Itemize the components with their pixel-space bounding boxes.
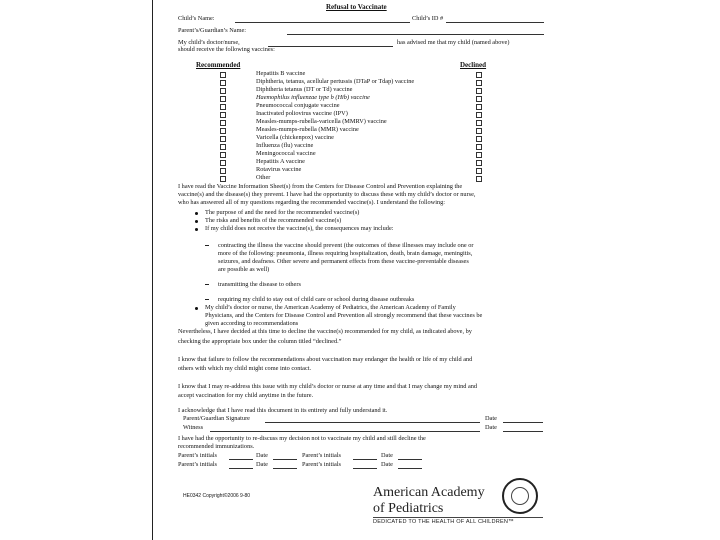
recommended-checkbox[interactable] — [220, 72, 226, 78]
recommended-checkbox[interactable] — [220, 96, 226, 102]
recommended-checkbox[interactable] — [220, 168, 226, 174]
bullet-consequences: If my child does not receive the vaccine(s), the consequences may include: — [205, 225, 394, 232]
guardian-name-label: Parent’s/Guardian’s Name: — [178, 27, 247, 34]
initials-date-label: Date — [381, 452, 393, 459]
bullet-purpose: The purpose of and the need for the recommended vaccine(s) — [205, 209, 360, 216]
declined-checkbox[interactable] — [476, 136, 482, 142]
vaccine-name: Diphtheria tetanus (DT or Td) vaccine — [256, 86, 353, 93]
organization-name-line1: American Academy — [373, 485, 485, 500]
organization-tagline: DEDICATED TO THE HEALTH OF ALL CHILDREN™ — [373, 519, 514, 525]
declined-checkbox[interactable] — [476, 96, 482, 102]
initials-date-label: Date — [256, 461, 268, 468]
declined-checkbox[interactable] — [476, 112, 482, 118]
vaccine-name: Haemophilus influenzae type b (Hib) vaccine — [256, 94, 370, 101]
guardian-signature-label: Parent/Guardian Signature — [183, 415, 250, 422]
recommended-checkbox[interactable] — [220, 128, 226, 134]
recommended-checkbox[interactable] — [220, 152, 226, 158]
bullet-icon — [195, 220, 198, 223]
guardian-name-field[interactable] — [287, 34, 544, 35]
form-code: HE0342 Copyright©2006 9-80 — [183, 493, 251, 499]
vaccine-name: Influenza (flu) vaccine — [256, 142, 314, 149]
declined-checkbox[interactable] — [476, 120, 482, 126]
witness-date-label: Date — [485, 424, 497, 431]
dash-icon — [205, 299, 209, 300]
vaccine-name: Hepatitis B vaccine — [256, 70, 306, 77]
signature-date-label: Date — [485, 415, 497, 422]
declined-checkbox[interactable] — [476, 144, 482, 150]
recommendation-line: My child’s doctor or nurse, the American Academy of Pediatrics, the American Academy of Family — [205, 304, 456, 311]
readdress-paragraph-line: accept vaccination for my child anytime in the future. — [178, 392, 314, 399]
info-paragraph-line: vaccine(s) and the disease(s) they prevent. I have had the opportunity to discuss these with my child’s doctor or nurse, — [178, 191, 476, 198]
childs-name-label: Child’s Name: — [178, 15, 215, 22]
vaccine-name: Pneumococcal conjugate vaccine — [256, 102, 340, 109]
decline-paragraph-line: checking the appropriate box under the column titled “declined.” — [178, 338, 342, 345]
form-title: Refusal to Vaccinate — [326, 3, 387, 11]
recommended-column-header: Recommended — [196, 61, 241, 69]
recommended-checkbox[interactable] — [220, 120, 226, 126]
bullet-icon — [195, 307, 198, 310]
declined-checkbox[interactable] — [476, 128, 482, 134]
recommended-checkbox[interactable] — [220, 136, 226, 142]
witness-field[interactable] — [210, 431, 480, 432]
witness-date-field[interactable] — [503, 431, 543, 432]
vaccine-name: Varicella (chickenpox) vaccine — [256, 134, 334, 141]
vaccine-name: Diphtheria, tetanus, acellular pertussis (DTaP or Tdap) vaccine — [256, 78, 415, 85]
bullet-icon — [195, 228, 198, 231]
vaccine-name: Measles-mumps-rubella-varicella (MMRV) vaccine — [256, 118, 387, 125]
organization-name-line2: of Pediatrics — [373, 501, 444, 516]
consequence-transmitting: transmitting the disease to others — [218, 281, 301, 288]
rediscuss-line: I have had the opportunity to re-discuss my decision not to vaccinate my child and still decline the — [178, 435, 426, 442]
consequence-line: contracting the illness the vaccine should prevent (the outcomes of these illnesses may include one or — [218, 242, 474, 249]
declined-checkbox[interactable] — [476, 88, 482, 94]
declined-column-header: Declined — [460, 61, 487, 69]
childs-id-label: Child’s ID # — [412, 15, 444, 22]
declined-checkbox[interactable] — [476, 104, 482, 110]
initials-date-label: Date — [256, 452, 268, 459]
parents-initials-label: Parent’s initials — [178, 461, 218, 468]
acknowledge-paragraph: I acknowledge that I have read this document in its entirety and fully understand it. — [178, 407, 388, 414]
vaccine-name: Measles-mumps-rubella (MMR) vaccine — [256, 126, 359, 133]
vaccine-name: Rotavirus vaccine — [256, 166, 302, 173]
consequence-line: seizures, and deafness. Other severe and permanent effects from these vaccine-preventable diseases — [218, 258, 469, 265]
vaccine-name: Inactivated poliovirus vaccine (IPV) — [256, 110, 348, 117]
vaccine-name: Hepatitis A vaccine — [256, 158, 305, 165]
bullet-risks: The risks and benefits of the recommended vaccine(s) — [205, 217, 342, 224]
witness-label: Witness — [183, 424, 204, 431]
aap-seal-icon — [502, 478, 538, 514]
vaccine-name: Meningococcal vaccine — [256, 150, 316, 157]
recommended-checkbox[interactable] — [220, 176, 226, 182]
initials-date-label: Date — [381, 461, 393, 468]
dash-icon — [205, 245, 209, 246]
rediscuss-line: recommended immunizations. — [178, 443, 255, 450]
consequence-line: more of the following: pneumonia, illness requiring hospitalization, death, brain damage, meningitis, — [218, 250, 473, 257]
guardian-signature-field[interactable] — [265, 422, 480, 423]
doctor-name-field[interactable] — [268, 46, 393, 47]
failure-paragraph-line: others with which my child might come into contact. — [178, 365, 312, 372]
recommended-checkbox[interactable] — [220, 160, 226, 166]
parents-initials-label: Parent’s initials — [178, 452, 218, 459]
recommended-checkbox[interactable] — [220, 80, 226, 86]
recommended-checkbox[interactable] — [220, 112, 226, 118]
parents-initials-label: Parent’s initials — [302, 461, 342, 468]
consequence-stay-out: requiring my child to stay out of child care or school during disease outbreaks — [218, 296, 415, 303]
consequence-line: are possible as well) — [218, 266, 270, 273]
declined-checkbox[interactable] — [476, 80, 482, 86]
declined-checkbox[interactable] — [476, 168, 482, 174]
readdress-paragraph-line: I know that I may re-address this issue with my child’s doctor or nurse at any time and that I may change my mind and — [178, 383, 478, 390]
initials-date-field[interactable] — [398, 459, 422, 460]
parents-initials-field[interactable] — [229, 468, 253, 469]
vaccine-name: Other — [256, 174, 271, 181]
parents-initials-field[interactable] — [353, 459, 377, 460]
info-paragraph-line: I have read the Vaccine Information Sheet(s) from the Centers for Disease Control and Prevention explaining the — [178, 183, 463, 190]
advised-text-continued: should receive the following vaccines: — [178, 46, 275, 53]
initials-date-field[interactable] — [398, 468, 422, 469]
info-paragraph-line: who has answered all of my questions regarding the recommended vaccine(s). I understand the following: — [178, 199, 446, 206]
declined-checkbox[interactable] — [476, 176, 482, 182]
parents-initials-field[interactable] — [229, 459, 253, 460]
recommendation-line: given according to recommendations — [205, 320, 299, 327]
recommendation-line: Physicians, and the Centers for Disease Control and Prevention all strongly recommend that these vaccines be — [205, 312, 483, 319]
advised-text: has advised me that my child (named above) — [397, 39, 510, 46]
decline-paragraph-line: Nevertheless, I have decided at this time to decline the vaccine(s) recommended for my child, as indicated above, by — [178, 328, 472, 335]
declined-checkbox[interactable] — [476, 152, 482, 158]
declined-checkbox[interactable] — [476, 160, 482, 166]
parents-initials-field[interactable] — [353, 468, 377, 469]
childs-id-field[interactable] — [446, 22, 544, 23]
recommended-checkbox[interactable] — [220, 104, 226, 110]
recommended-checkbox[interactable] — [220, 88, 226, 94]
doctor-label: My child’s doctor/nurse, — [178, 39, 240, 46]
failure-paragraph-line: I know that failure to follow the recommendations about vaccination may endanger the health or life of my child and — [178, 356, 473, 363]
initials-date-field[interactable] — [273, 468, 297, 469]
signature-date-field[interactable] — [503, 422, 543, 423]
dash-icon — [205, 284, 209, 285]
declined-checkbox[interactable] — [476, 72, 482, 78]
page-left-edge — [152, 0, 153, 540]
childs-name-field[interactable] — [235, 22, 410, 23]
initials-date-field[interactable] — [273, 459, 297, 460]
footer-divider — [373, 517, 543, 518]
parents-initials-label: Parent’s initials — [302, 452, 342, 459]
bullet-icon — [195, 212, 198, 215]
recommended-checkbox[interactable] — [220, 144, 226, 150]
